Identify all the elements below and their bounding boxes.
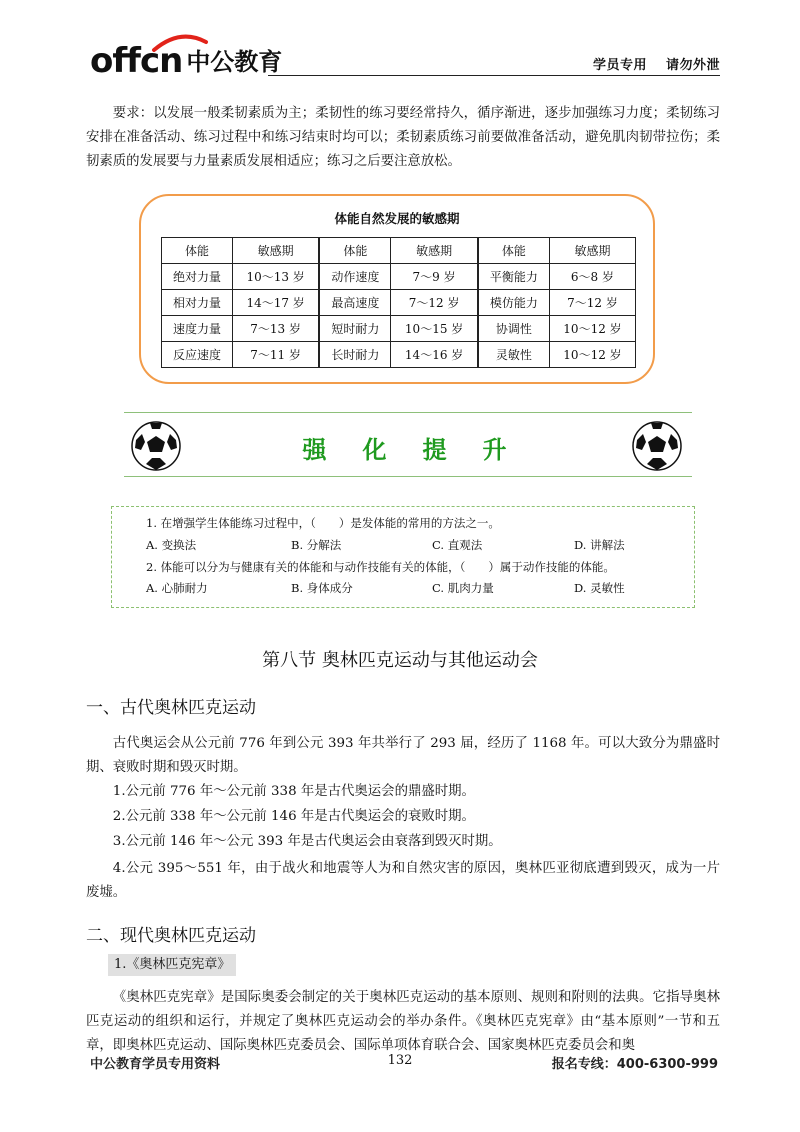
header-tag-student: 学员专用 [592, 58, 647, 73]
table-cell: 14～17 岁 [233, 290, 320, 316]
table-cell: 灵敏性 [478, 342, 550, 368]
logo-offcn-text: offcn [90, 41, 183, 81]
banner-title: 强化提升 [302, 435, 543, 464]
banner-line-top [124, 412, 692, 413]
table-header-cell: 敏感期 [549, 238, 635, 264]
intro-paragraph: 要求：以发展一般柔韧素质为主；柔韧性的练习要经常持久，循序渐进，逐步加强练习力度；柔韧练习安排在准备活动、练习过程中和练习结束时均可以；柔韧素质练习前要做准备活动，避免肌肉韧带拉伤；柔韧素质的发展要与力量素质发展相适应；练习之后要注意放松。 [86, 106, 720, 169]
table-cell: 相对力量 [162, 290, 233, 316]
question-1: 1. 在增强学生体能练习过程中，（ ）是发体能的常用的方法之一。 [146, 516, 500, 530]
table-cell: 10～12 岁 [549, 342, 635, 368]
practice-banner [112, 412, 697, 480]
table-header-cell: 体能 [319, 238, 391, 264]
table-cell: 长时耐力 [319, 342, 391, 368]
table-cell: 绝对力量 [162, 264, 233, 290]
table-row [162, 290, 636, 316]
ancient-olympics-intro: 古代奥运会从公元前 776 年到公元 393 年共举行了 293 届，经历了 1168 年。可以大致分为鼎盛时期、衰败时期和毁灭时期。 [86, 736, 720, 775]
list-item: 2.公元前 338 年～公元前 146 年是古代奥运会的衰败时期。 [112, 809, 475, 824]
q1-option-d: D. 讲解法 [574, 538, 625, 552]
quiz-box [111, 506, 695, 608]
table-header-cell: 敏感期 [391, 238, 478, 264]
table-header-cell: 体能 [478, 238, 550, 264]
table-title: 体能自然发展的敏感期 [334, 211, 460, 226]
table-cell: 14～16 岁 [391, 342, 478, 368]
table-row [162, 264, 636, 290]
olympic-charter-paragraph: 《奥林匹克宪章》是国际奥委会制定的关于奥林匹克运动的基本原则、规则和附则的法典。它指导奥林匹克运动的组织和运行，并规定了奥林匹克运动会的举办条件。《奥林匹克宪章》由“基本原则”一节和五章，即奥林匹克运动、国际奥林匹克委员会、国际单项体育联合会、国家奥林匹克委员会和奥 [86, 990, 720, 1053]
table-header-cell: 敏感期 [233, 238, 320, 264]
list-item: 3.公元前 146 年～公元 393 年是古代奥运会由衰落到毁灭时期。 [112, 834, 502, 849]
table-cell: 10～12 岁 [549, 316, 635, 342]
table-cell: 7～12 岁 [391, 290, 478, 316]
heading-modern-olympics: 二、现代奥林匹克运动 [86, 926, 256, 946]
q1-option-c: C. 直观法 [432, 538, 483, 552]
table-cell: 6～8 岁 [549, 264, 635, 290]
page-number: 132 [387, 1053, 413, 1068]
table-header-cell: 体能 [162, 238, 233, 264]
list-item: 1.公元前 776 年～公元前 338 年是古代奥运会的鼎盛时期。 [112, 784, 475, 799]
footer-hotline: 报名专线：400-6300-999 [551, 1057, 718, 1072]
header-tags [593, 54, 720, 73]
table-cell: 7～12 岁 [549, 290, 635, 316]
table-cell: 7～11 岁 [233, 342, 320, 368]
table-cell: 动作速度 [319, 264, 391, 290]
table-cell: 模仿能力 [478, 290, 550, 316]
banner-line-bottom [124, 476, 692, 477]
subheading-olympic-charter: 1.《奥林匹克宪章》 [108, 954, 236, 976]
table-cell: 7～9 岁 [391, 264, 478, 290]
table-cell: 10～15 岁 [391, 316, 478, 342]
q2-option-b: B. 身体成分 [291, 581, 353, 595]
table-row [162, 316, 636, 342]
q2-option-a: A. 心肺耐力 [146, 581, 208, 595]
heading-ancient-olympics: 一、古代奥林匹克运动 [86, 698, 256, 718]
table-cell: 协调性 [478, 316, 550, 342]
header-rule [268, 75, 720, 76]
table-cell: 反应速度 [162, 342, 233, 368]
soccer-ball-icon [631, 420, 683, 472]
sensitive-period-box [139, 194, 655, 384]
table-header-row [162, 238, 636, 264]
table-cell: 短时耐力 [319, 316, 391, 342]
page-header [90, 36, 720, 82]
q2-option-c: C. 肌肉力量 [432, 581, 494, 595]
section-title: 第八节 奥林匹克运动与其他运动会 [262, 650, 538, 671]
header-tag-confidential: 请勿外泄 [665, 58, 720, 73]
page-footer [0, 1053, 800, 1073]
footer-left-text: 中公教育学员专用资料 [90, 1057, 221, 1072]
table-cell: 最高速度 [319, 290, 391, 316]
q1-option-a: A. 变换法 [146, 538, 197, 552]
sensitive-period-table [161, 237, 636, 368]
table-row [162, 342, 636, 368]
question-2: 2. 体能可以分为与健康有关的体能和与动作技能有关的体能，（ ）属于动作技能的体能。 [146, 560, 615, 574]
logo-arc-icon [150, 32, 210, 52]
table-cell: 速度力量 [162, 316, 233, 342]
list-item: 4.公元 395～551 年，由于战火和地震等人为和自然灾害的原因，奥林匹亚彻底遭到毁灭，成为一片废墟。 [86, 861, 720, 900]
q1-option-b: B. 分解法 [291, 538, 342, 552]
table-cell: 7～13 岁 [233, 316, 320, 342]
logo-cn-text: 中公教育 [186, 48, 283, 76]
table-cell: 10～13 岁 [233, 264, 320, 290]
q2-option-d: D. 灵敏性 [574, 581, 625, 595]
table-cell: 平衡能力 [478, 264, 550, 290]
